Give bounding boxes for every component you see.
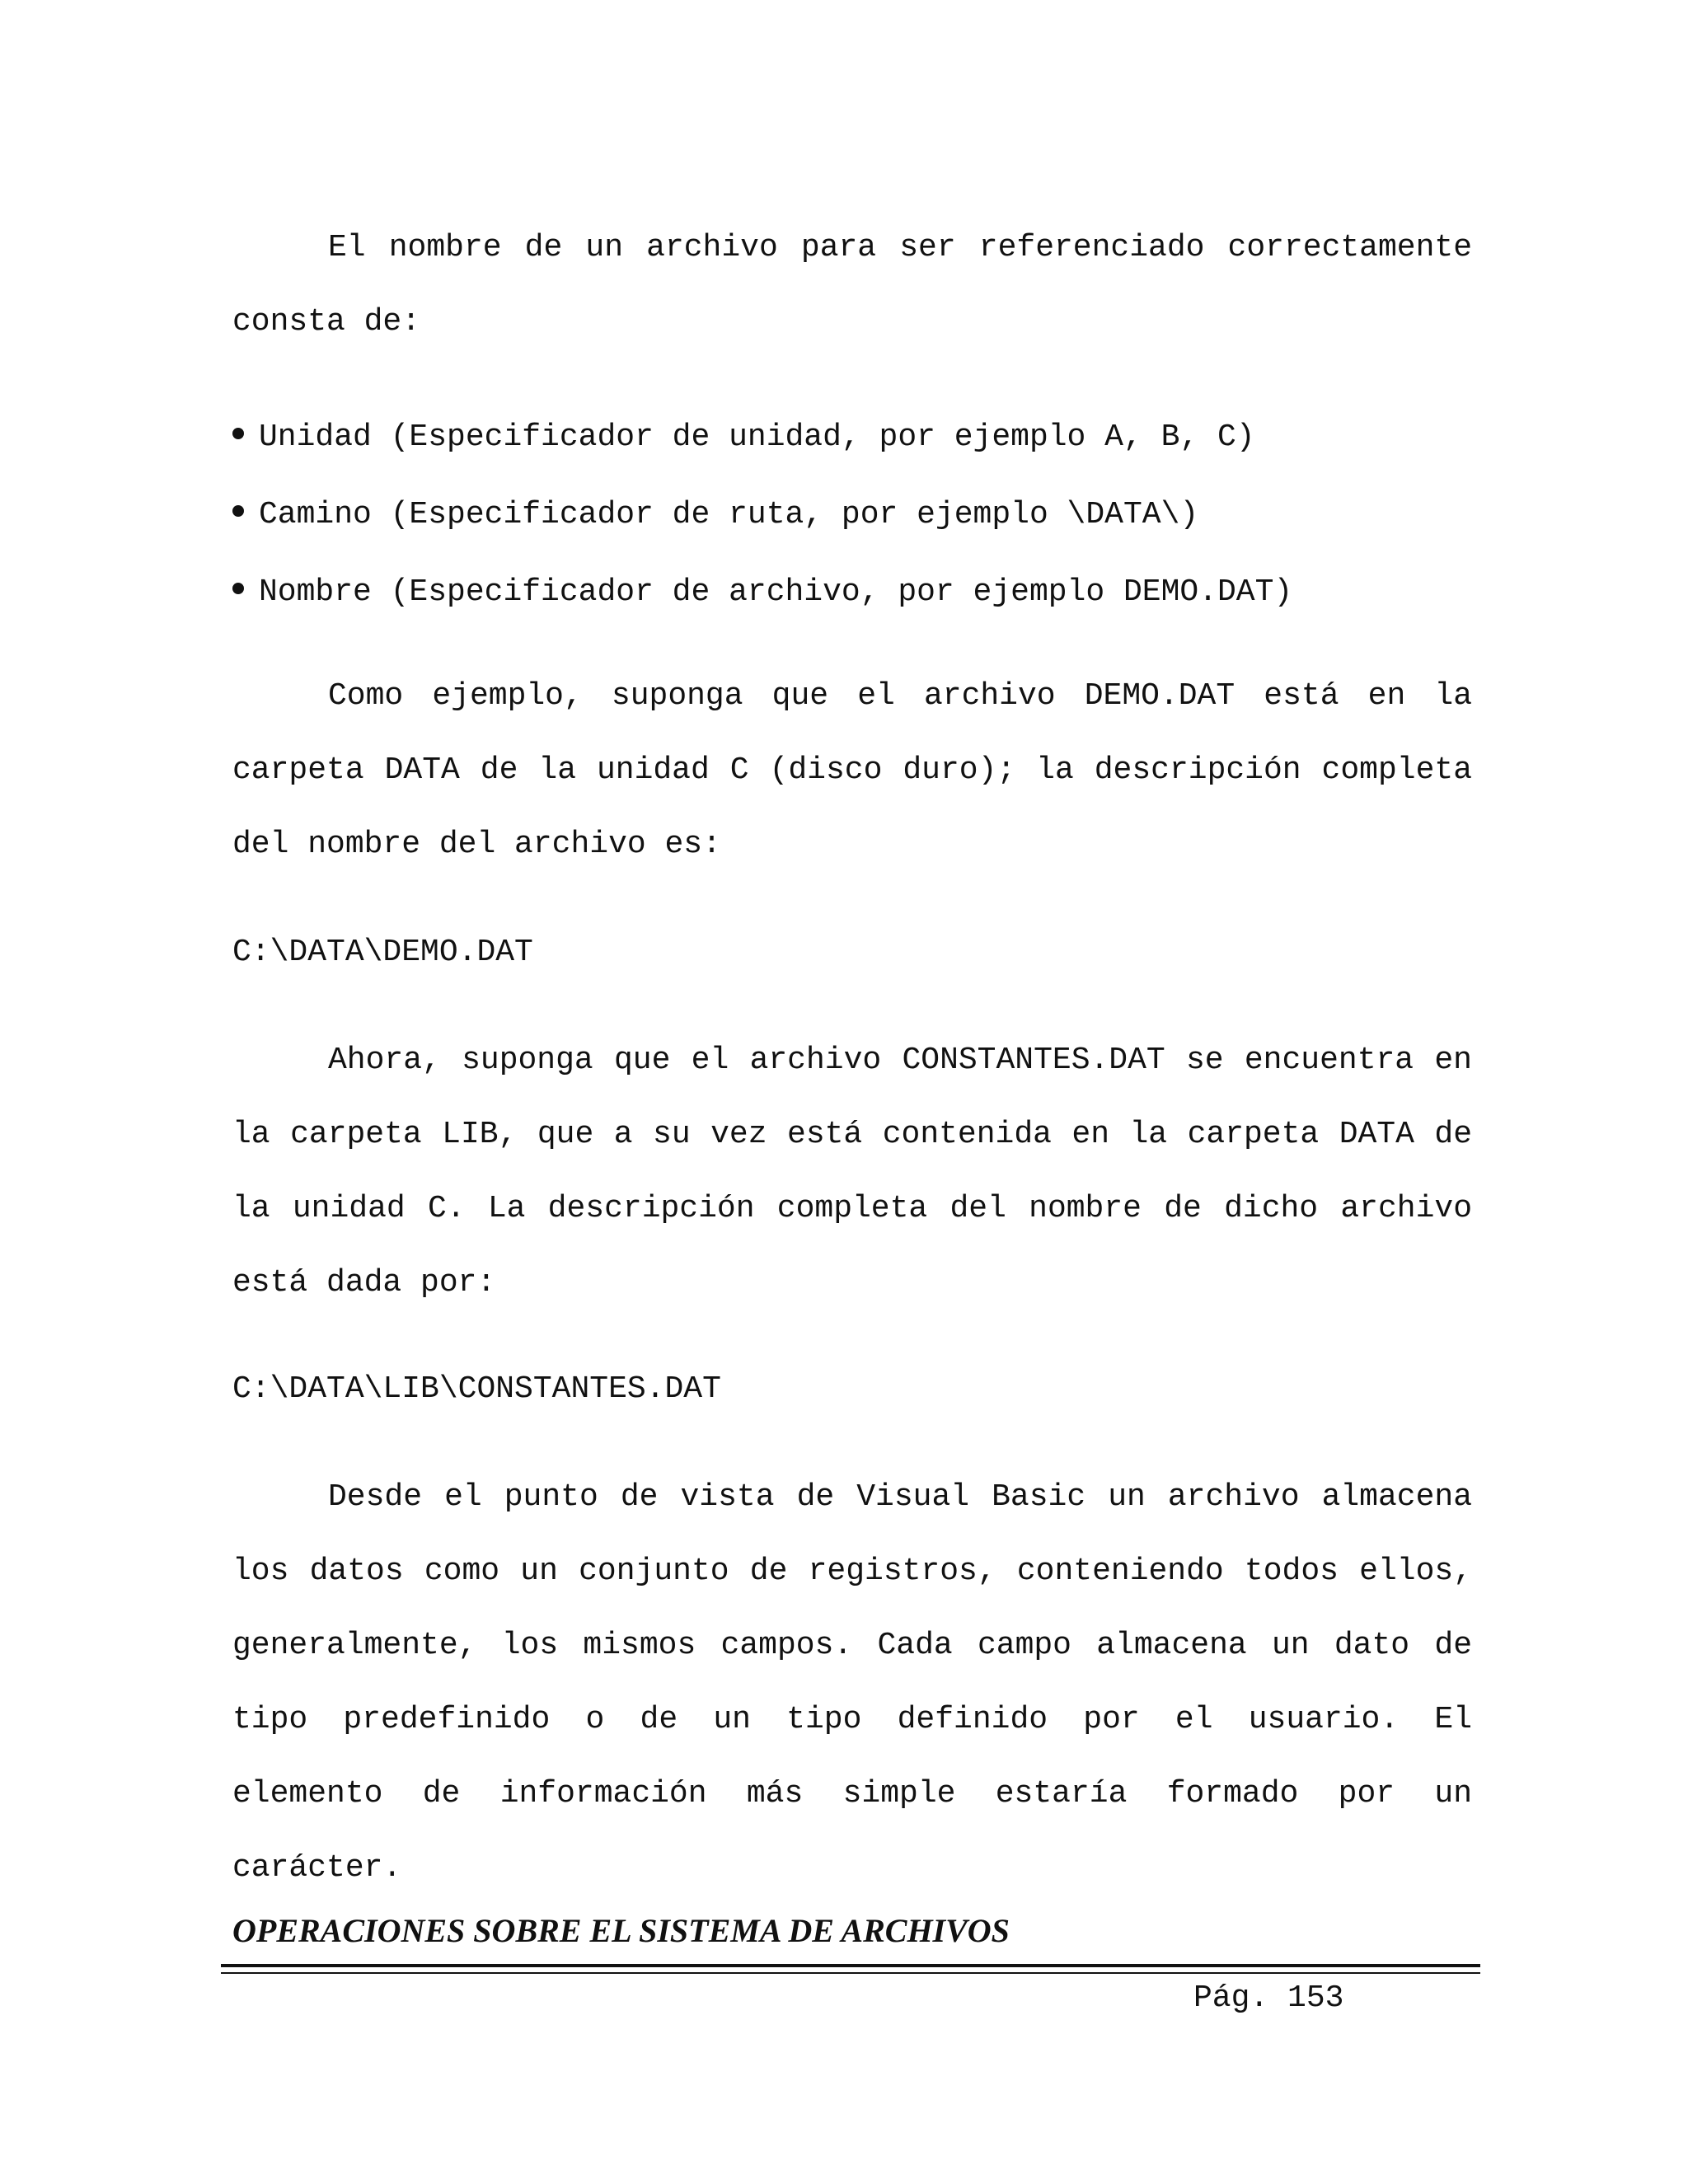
bullet-item-nombre <box>232 572 1292 613</box>
bullet-text: Nombre (Especificador de archivo, por ejemplo DEMO.DAT) <box>259 574 1293 610</box>
bullet-icon <box>232 583 244 594</box>
bullet-icon <box>232 428 244 439</box>
footer-rule-thin <box>221 1972 1480 1974</box>
path-constantes-dat: C:\DATA\LIB\CONSTANTES.DAT <box>232 1371 721 1407</box>
page-number: Pág. 153 <box>1193 1980 1344 2016</box>
bullet-text: Unidad (Especificador de unidad, por ejemplo A, B, C) <box>259 419 1255 455</box>
paragraph-file-name-intro: El nombre de un archivo para ser referenciado correctamente consta de: <box>232 230 1472 340</box>
paragraph-demo-example: Como ejemplo, suponga que el archivo DEMO.DAT está en la carpeta DATA de la unidad C (disco duro); la descripción completa del nombre del archivo es: <box>232 678 1472 862</box>
footer-rule-thick <box>221 1964 1480 1967</box>
paragraph-constantes-example: Ahora, suponga que el archivo CONSTANTES.DAT se encuentra en la carpeta LIB, que a su vez está contenida en la carpeta DATA de la unidad C. La descripción completa del nombre de dicho archivo está dada por: <box>232 1043 1472 1301</box>
bullet-item-unidad <box>232 417 1255 458</box>
bullet-text: Camino (Especificador de ruta, por ejemplo \DATA\) <box>259 497 1199 532</box>
footer-chapter-title: OPERACIONES SOBRE EL SISTEMA DE ARCHIVOS <box>232 1912 1010 1949</box>
paragraph-visual-basic-records: Desde el punto de vista de Visual Basic un archivo almacena los datos como un conjunto de registros, conteniendo todos ellos, generalmente, los mismos campos. Cada campo almacena un dato de tipo predefinido o de un tipo definido por el usuario. El elemento de información más simple estaría formado por un carácter. <box>232 1479 1472 1886</box>
bullet-item-camino <box>232 494 1198 536</box>
path-demo-dat: C:\DATA\DEMO.DAT <box>232 935 533 970</box>
bullet-icon <box>232 505 244 517</box>
